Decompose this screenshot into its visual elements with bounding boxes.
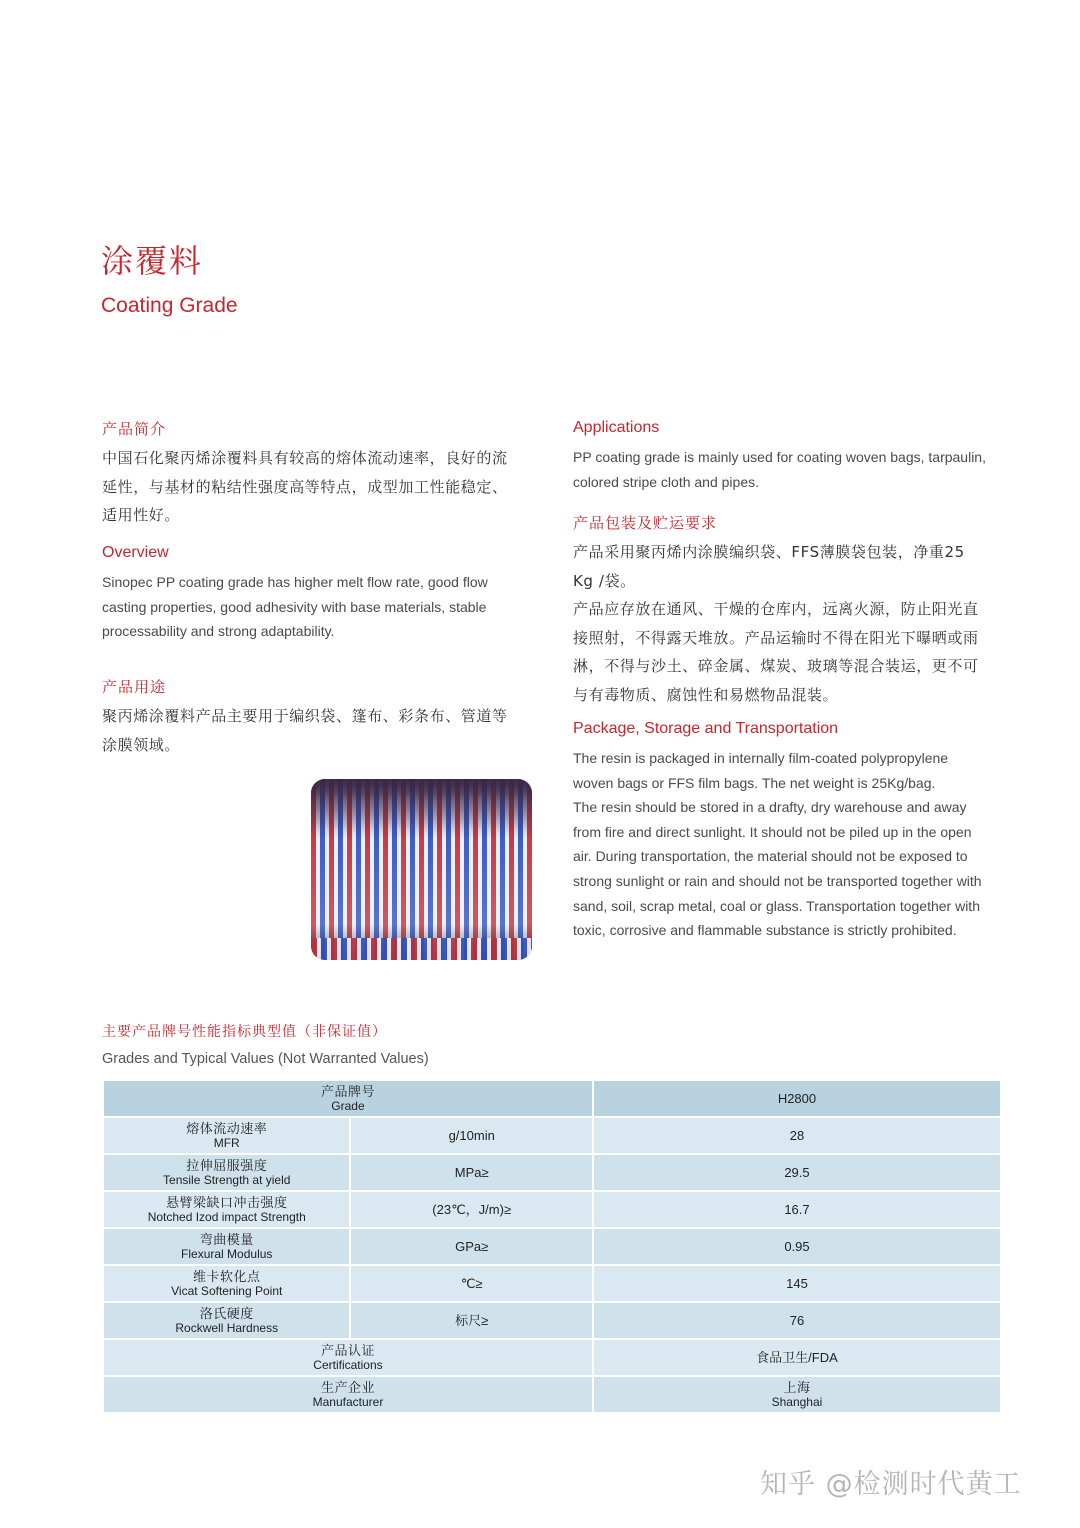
grades-table: [102, 1079, 1002, 1414]
package-en-line: strong sunlight or rain and should not be transported together with: [573, 872, 982, 889]
grade-value: H2800: [593, 1080, 1001, 1117]
property-cell: [103, 1228, 350, 1265]
mfr-value-cell: [593, 1376, 1001, 1413]
intro-line: 适用性好。: [102, 506, 181, 524]
property-en: Vicat Softening Point: [171, 1283, 283, 1298]
package-cn-line: 接照射，不得露天堆放。产品运输时不得在阳光下曝晒或雨: [573, 628, 979, 647]
zhihu-watermark: 知乎 @检测时代黄工: [760, 1469, 1022, 1500]
value-cell: 145: [593, 1265, 1001, 1302]
property-en: Notched Izod impact Strength: [147, 1209, 306, 1224]
package-en-line: air. During transportation, the material should not be exposed to: [573, 848, 968, 865]
overview-line: casting properties, good adhesivity with base materials, stable: [102, 598, 487, 615]
table-row-certifications: [103, 1339, 1001, 1376]
usage-line: 涂膜领域。: [102, 735, 181, 754]
property-cell: [103, 1265, 350, 1302]
property-cn: 悬臂梁缺口冲击强度: [165, 1194, 288, 1210]
mfr-value-en: Shanghai: [771, 1394, 823, 1409]
unit-cell: GPa≥: [350, 1228, 592, 1265]
package-cn-line: 产品采用聚丙烯内涂膜编织袋、FFS薄膜袋包装，净重25: [573, 543, 965, 561]
page-title-en: Coating Grade: [101, 294, 238, 317]
photo-shade: [311, 779, 532, 839]
mfr-value-cn: 上海: [783, 1379, 811, 1395]
unit-cell: 标尺≥: [350, 1302, 592, 1339]
mfr-label-cn: 生产企业: [320, 1379, 375, 1395]
page-title-cn: 涂覆料: [101, 242, 204, 280]
applications-line: colored stripe cloth and pipes.: [573, 473, 759, 490]
package-en-line: sand, soil, scrap metal, coal or glass. Transportation together with: [573, 897, 980, 914]
property-cell: [103, 1154, 350, 1191]
value-cell: 29.5: [593, 1154, 1001, 1191]
property-cn: 弯曲模量: [199, 1231, 254, 1247]
value-cell: 28: [593, 1117, 1001, 1154]
striped-tarpaulin-photo: [311, 779, 532, 960]
property-en: Flexural Modulus: [181, 1246, 273, 1261]
intro-line: 中国石化聚丙烯涂覆料具有较高的熔体流动速率，良好的流: [102, 449, 508, 467]
mfr-label-cell: [103, 1376, 593, 1413]
applications-heading: Applications: [573, 419, 660, 436]
applications-line: PP coating grade is mainly used for coating woven bags, tarpaulin,: [573, 449, 986, 465]
table-heading-en: Grades and Typical Values (Not Warranted Values): [102, 1051, 429, 1067]
package-cn-line: 与有毒物质、腐蚀性和易燃物品混装。: [573, 685, 839, 704]
property-cn: 维卡软化点: [192, 1268, 261, 1284]
property-cell: [103, 1302, 350, 1339]
cert-value: 食品卫生/FDA: [593, 1339, 1001, 1376]
cert-label-en: Certifications: [313, 1357, 383, 1372]
package-cn-line: Kg /袋。: [573, 571, 636, 590]
property-en: MFR: [213, 1135, 240, 1150]
unit-cell: (23℃，J/m)≥: [350, 1191, 592, 1228]
package-en-line: The resin should be stored in a drafty, dry warehouse and away: [573, 799, 967, 816]
package-cn-line: 淋，不得与沙土、碎金属、煤炭、玻璃等混合装运，更不可: [573, 657, 979, 675]
package-en-line: toxic, corrosive and flammable substance is strictly prohibited.: [573, 922, 957, 939]
table-row-grade: [103, 1080, 1001, 1117]
package-en-line: The resin is packaged in internally film-coated polypropylene: [573, 750, 949, 766]
unit-cell: ℃≥: [350, 1265, 592, 1302]
table-row: [103, 1228, 1001, 1265]
usage-text: [102, 702, 542, 759]
overview-heading: Overview: [102, 544, 169, 561]
value-cell: 0.95: [593, 1228, 1001, 1265]
property-cn: 洛氏硬度: [199, 1305, 254, 1321]
table-row: [103, 1265, 1001, 1302]
package-en-line: woven bags or FFS film bags. The net weight is 25Kg/bag.: [573, 774, 936, 791]
property-cell: [103, 1191, 350, 1228]
property-cell: [103, 1117, 350, 1154]
table-row-manufacturer: [103, 1376, 1001, 1413]
cert-label-cell: [103, 1339, 593, 1376]
table-row: [103, 1117, 1001, 1154]
package-cn-line: 产品应存放在通风、干燥的仓库内，远离火源，防止阳光直: [573, 600, 979, 618]
applications-text: [573, 445, 1005, 494]
package-text-cn: [573, 538, 1013, 709]
table-heading-cn: 主要产品牌号性能指标典型值（非保证值）: [102, 1024, 387, 1040]
overview-text: [102, 570, 534, 644]
usage-line: 聚丙烯涂覆料产品主要用于编织袋、篷布、彩条布、管道等: [102, 707, 508, 725]
usage-heading: 产品用途: [102, 678, 167, 696]
package-heading-en: Package, Storage and Transportation: [573, 720, 839, 737]
grade-label-cn: 产品牌号: [320, 1083, 375, 1099]
intro-text: [102, 444, 542, 530]
overview-line: Sinopec PP coating grade has higher melt flow rate, good flow: [102, 574, 488, 590]
photo-edge: [311, 938, 532, 960]
package-heading-cn: 产品包装及贮运要求: [573, 514, 718, 532]
property-en: Rockwell Hardness: [175, 1320, 279, 1335]
table-row: [103, 1154, 1001, 1191]
table-row: [103, 1302, 1001, 1339]
property-cn: 熔体流动速率: [186, 1120, 268, 1136]
package-en-line: from fire and direct sunlight. It should not be piled up in the open: [573, 823, 972, 840]
overview-line: processability and strong adaptability.: [102, 623, 335, 640]
package-text-en: [573, 746, 1003, 943]
table-row: [103, 1191, 1001, 1228]
intro-heading: 产品简介: [102, 420, 167, 438]
cert-label-cn: 产品认证: [320, 1342, 375, 1358]
property-en: Tensile Strength at yield: [163, 1172, 291, 1187]
value-cell: 16.7: [593, 1191, 1001, 1228]
grade-label-cell: [103, 1080, 593, 1117]
unit-cell: MPa≥: [350, 1154, 592, 1191]
property-cn: 拉伸屈服强度: [186, 1157, 268, 1173]
grade-label-en: Grade: [331, 1098, 365, 1113]
unit-cell: g/10min: [350, 1117, 592, 1154]
intro-line: 延性，与基材的粘结性强度高等特点，成型加工性能稳定、: [102, 477, 508, 496]
value-cell: 76: [593, 1302, 1001, 1339]
mfr-label-en: Manufacturer: [312, 1394, 384, 1409]
